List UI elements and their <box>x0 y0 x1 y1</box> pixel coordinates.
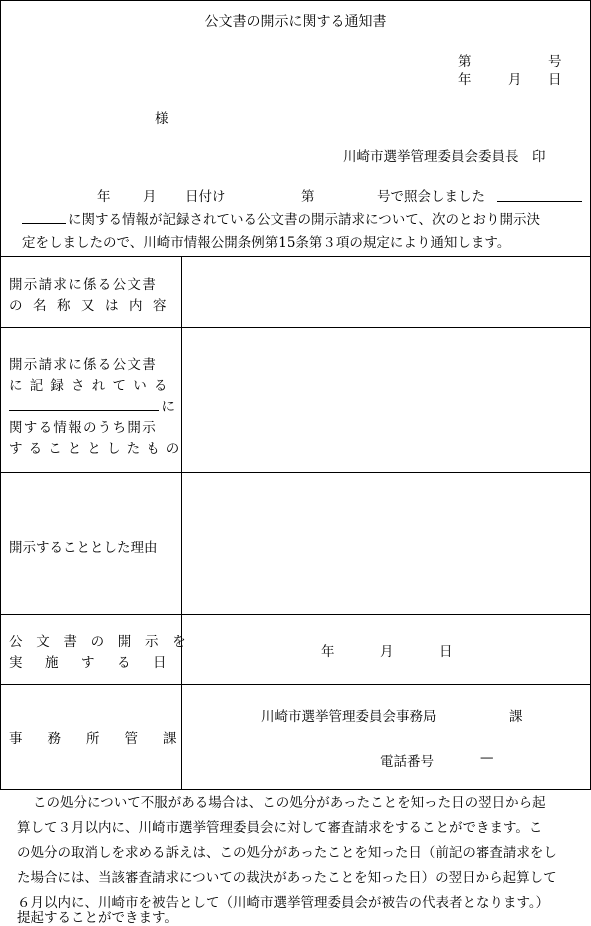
row3-label: 開示することとした理由 <box>9 540 158 556</box>
date-year: 年 <box>458 72 472 88</box>
row2-blank <box>9 410 159 411</box>
issuer: 川崎市選挙管理委員会委員長 印 <box>343 149 546 165</box>
row-divider-1 <box>0 327 591 328</box>
intro-line3: 定をしましたので、川崎市情報公開条例第15条第３項の規定により通知します。 <box>22 235 511 251</box>
column-divider <box>181 256 182 789</box>
row1-label-line1: 開示請求に係る公文書 <box>9 277 157 293</box>
row4-year: 年 <box>321 644 335 660</box>
footer-line6: 提起することができます。 <box>17 910 178 926</box>
row-divider-4 <box>0 684 591 685</box>
row4-label-line1: 公文書の開示を <box>9 634 200 650</box>
date-month: 月 <box>508 72 522 88</box>
footer-line1: この処分について不服がある場合は、この処分があったことを知った日の翌日から起 <box>33 795 546 811</box>
office-section: 課 <box>509 709 523 725</box>
phone-label: 電話番号 <box>380 754 434 770</box>
intro-month: 月 <box>143 189 157 205</box>
row2-label-line4: 関する情報のうち開示 <box>9 420 157 436</box>
date-day: 日 <box>548 72 562 88</box>
document-title: 公文書の開示に関する通知書 <box>204 14 387 30</box>
footer-line5: ６月以内に、川崎市を被告として（川崎市選挙管理委員会が被告の代表者となります。） <box>17 895 550 911</box>
row4-label <box>9 630 200 672</box>
intro-blank-2 <box>22 223 66 224</box>
table-bottom-border <box>0 789 591 790</box>
footer-line4: た場合には、当該審査請求についての裁決があったことを知った日）の翌日から起算して <box>17 870 557 886</box>
phone-dash: — <box>480 750 494 766</box>
intro-dated: 日付け <box>185 189 226 205</box>
number-suffix: 号 <box>548 54 562 70</box>
row4-label-line2: 実施する日 <box>9 655 189 671</box>
row2-label <box>9 353 186 458</box>
row-divider-2 <box>0 472 591 473</box>
footer-line3: の処分の取消しを求める訴えは、この処分があったことを知った日（前記の審査請求をし <box>17 845 557 861</box>
number-prefix: 第 <box>458 54 472 70</box>
table-top-border <box>0 256 591 257</box>
row5-label: 事務所管課 <box>9 731 202 747</box>
intro-number-prefix: 第 <box>301 189 315 205</box>
row4-month: 月 <box>380 644 394 660</box>
intro-line2: に関する情報が記録されている公文書の開示請求について、次のとおり開示決 <box>68 212 540 228</box>
row1-label <box>9 273 175 315</box>
intro-year: 年 <box>97 189 111 205</box>
row2-label-line3-suffix: に <box>161 399 175 415</box>
row-divider-3 <box>0 614 591 615</box>
row2-label-line1: 開示請求に係る公文書 <box>9 357 157 373</box>
intro-number-suffix: 号で照会しました <box>377 189 485 205</box>
intro-blank-1 <box>497 201 582 202</box>
row2-label-line2: に記録されている <box>9 378 175 394</box>
row4-day: 日 <box>439 644 453 660</box>
office-name: 川崎市選挙管理委員会事務局 <box>261 709 437 725</box>
row1-label-line2: の名称又は内容 <box>9 298 177 314</box>
footer-line2: 算して３月以内に、川崎市選挙管理委員会に対して審査請求をすることができます。こ <box>17 820 543 836</box>
row2-label-line3 <box>9 395 175 416</box>
row2-label-line5: することとしたもの <box>9 441 186 457</box>
addressee-suffix: 様 <box>155 111 169 127</box>
